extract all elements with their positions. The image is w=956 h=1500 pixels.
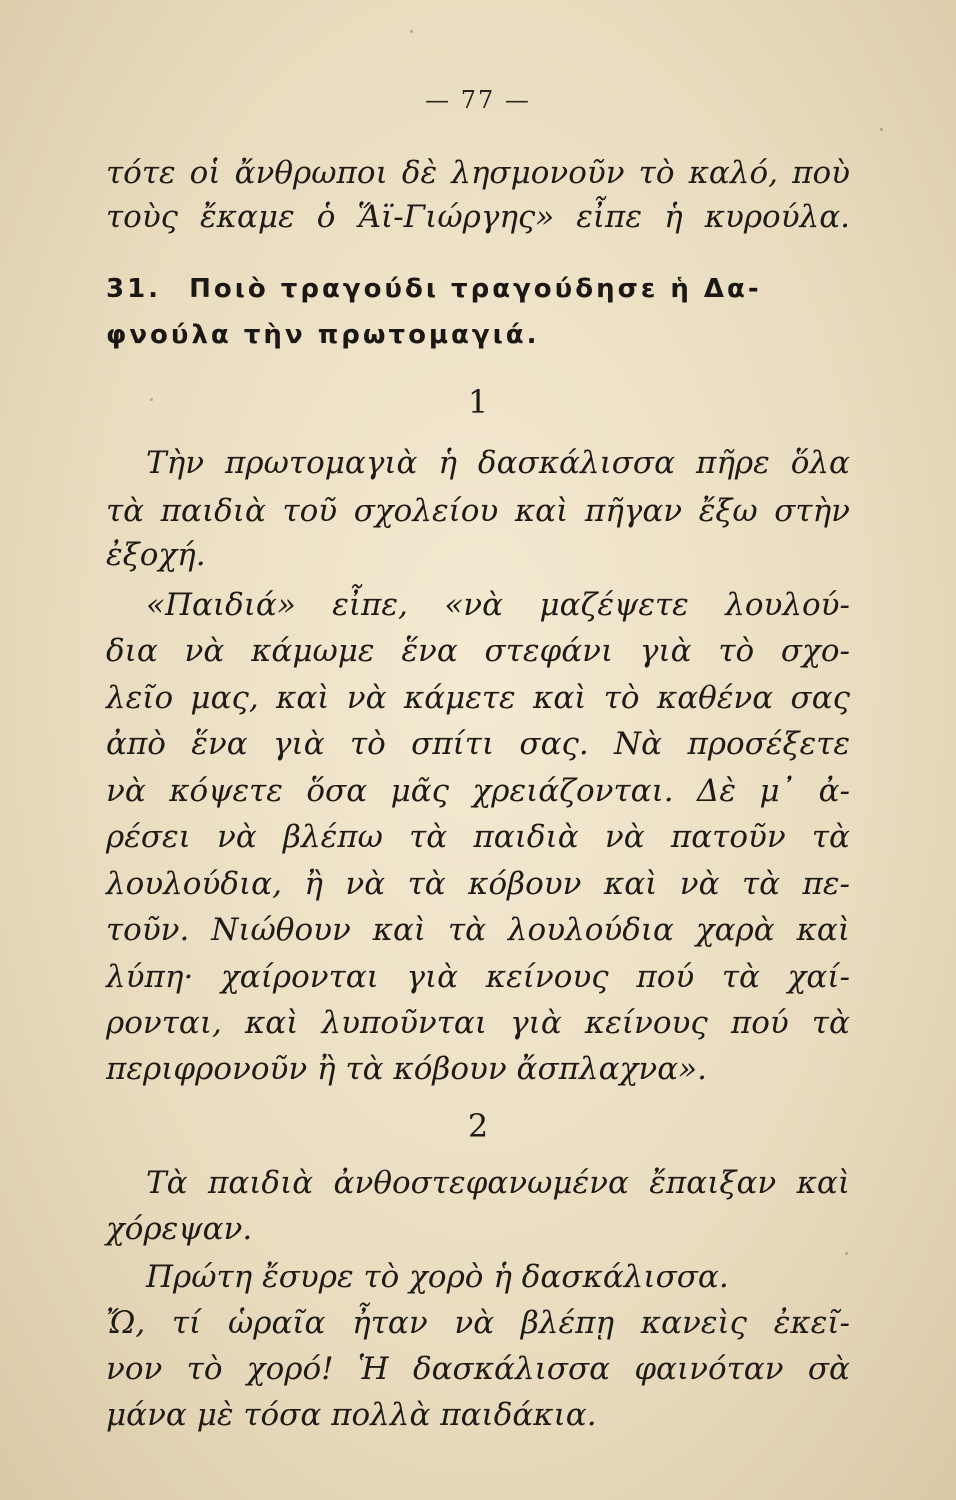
paragraph-line: νὰ κόψετε ὅσα μᾶς χρειάζονται. Δὲ μ᾽ ἀ- [106,773,850,809]
paper-speck [410,30,413,33]
chapter-heading-line-2: φνούλα τὴν πρωτομαγιά. [106,320,540,350]
paper-speck [845,1252,848,1255]
intro-line-1: τότε οἱ ἄνθρωποι δὲ λησμονοῦν τὸ καλό, ποὺ [106,155,850,191]
paragraph-line: ἐξοχή. [106,537,206,573]
section-number-1: 1 [467,383,489,421]
paragraph-line: νον τὸ χορό! Ἡ δασκάλισσα φαινόταν σὰ [106,1351,850,1387]
chapter-number: 31. [106,274,162,304]
paragraph-line: μάνα μὲ τόσα πολλὰ παιδάκια. [106,1397,597,1433]
paragraph-line: τὰ παιδιὰ τοῦ σχολείου καὶ πῆγαν ἔξω στὴν [106,493,850,529]
intro-line-2: τοὺς ἔκαμε ὁ Ἅϊ-Γιώργης» εἶπε ἡ κυρούλα. [106,199,850,235]
paper-speck [880,128,883,131]
paragraph-line: λύπη· χαίρονται γιὰ κείνους πού τὰ χαί- [106,959,850,995]
paragraph-line: Τὴν πρωτομαγιὰ ἡ δασκάλισσα πῆρε ὅλα [146,445,850,481]
page-number: — 77 — [425,86,531,114]
paragraph-line: ρονται, καὶ λυποῦνται γιὰ κείνους πού τὰ [106,1005,850,1041]
paragraph-line: χόρεψαν. [106,1211,253,1247]
paragraph-line: ἀπὸ ἕνα γιὰ τὸ σπίτι σας. Νὰ προσέξετε [106,726,850,762]
paragraph-line: Πρώτη ἔσυρε τὸ χορὸ ἡ δασκάλισσα. [146,1259,729,1295]
paragraph-line: δια νὰ κάμωμε ἕνα στεφάνι γιὰ τὸ σχο- [106,633,850,669]
paragraph-line: Ὤ, τί ὡραῖα ἦταν νὰ βλέπῃ κανεὶς ἐκεῖ- [106,1305,850,1341]
section-number-2: 2 [467,1107,489,1145]
paragraph-line: τοῦν. Νιώθουν καὶ τὰ λουλούδια χαρὰ καὶ [106,912,850,948]
chapter-title-part-1: Ποιὸ τραγούδι τραγούδησε ἡ Δα- [189,274,762,304]
paragraph-line: λεῖο μας, καὶ νὰ κάμετε καὶ τὸ καθένα σας [106,680,850,716]
paragraph-line: «Παιδιά» εἶπε, «νὰ μαζέψετε λουλού- [146,587,850,623]
paragraph-line: λουλούδια, ἢ νὰ τὰ κόβουν καὶ νὰ τὰ πε- [106,866,850,902]
paragraph-line: περιφρονοῦν ἢ τὰ κόβουν ἄσπλαχνα». [106,1051,707,1087]
paragraph-line: ρέσει νὰ βλέπω τὰ παιδιὰ νὰ πατοῦν τὰ [106,819,850,855]
chapter-heading-line-1 [106,276,850,302]
paragraph-line: Τὰ παιδιὰ ἀνθοστεφανωμένα ἔπαιξαν καὶ [146,1165,850,1201]
